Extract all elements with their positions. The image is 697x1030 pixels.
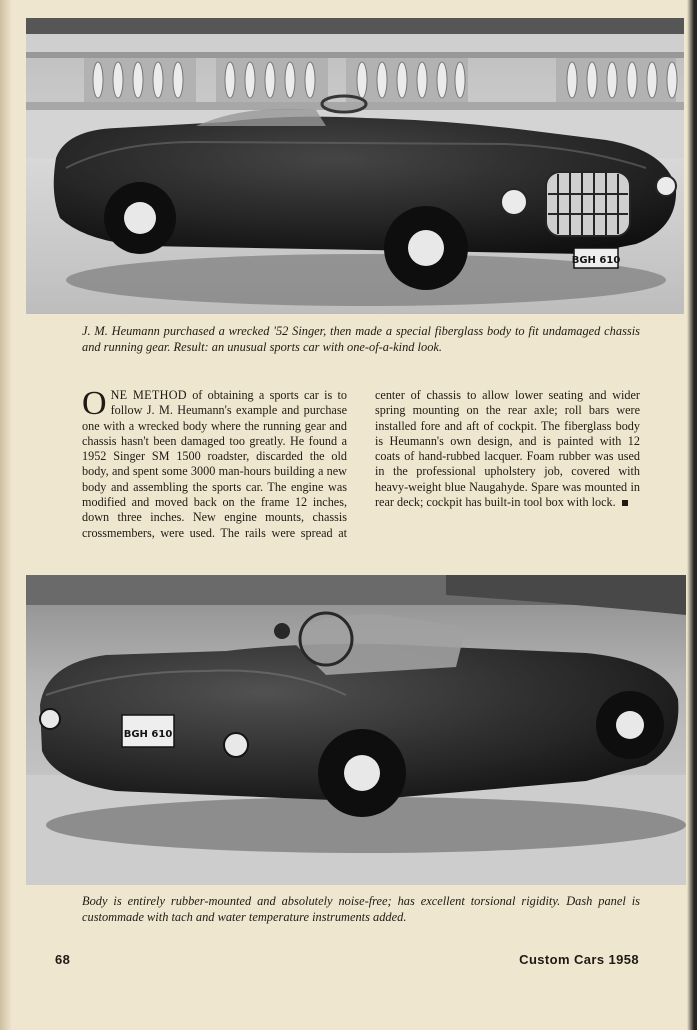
page-binding-edge <box>0 0 12 1030</box>
article-lead-in: NE METHOD <box>110 388 187 402</box>
page-outer-edge <box>687 0 697 1030</box>
top-license-plate: BGH 610 <box>571 255 621 266</box>
photo-bottom-roadster-rear <box>26 575 686 885</box>
caption-top: J. M. Heumann purchased a wrecked '52 Singer, then made a special fiberglass body to fit undamaged chassis and running gear. Result: an unusual sports car with one-of-a-kind look. <box>82 324 640 354</box>
photo-top-illustration <box>26 18 684 314</box>
photo-bottom-illustration <box>26 575 686 885</box>
drop-cap: O <box>82 385 107 422</box>
page-number: 68 <box>55 952 71 967</box>
publication-title: Custom Cars 1958 <box>519 952 639 967</box>
end-of-article-mark-icon <box>622 500 628 506</box>
caption-bottom: Body is entirely rubber-mounted and absolutely noise-free; has excellent torsional rigidity. Dash panel is custommade with tach and water temperature instruments added. <box>82 894 640 924</box>
photo-top-roadster-side <box>26 18 684 314</box>
bottom-license-plate: BGH 610 <box>123 729 173 740</box>
article-paragraph <box>82 385 640 550</box>
article-text: of obtaining a sports car is to follow J. M. Heumann's example and purchase one with a wrecked body where the running gear and chassis hasn't been damaged too greatly. He found a 1952 Singer SM 1500 roadster, discarded the old body, and spent some 3000 man-hours building a new body and assembling the sports car. The engine was modified and moved back on the frame 12 inches, down three inches. New engine mounts, chassis crossmembers, were used. The rails were spread at center of chassis to allow lower seating and wider spring mounting on the rear axle; roll bars were installed fore and aft of cockpit. The fiberglass body is Heumann's own design, and is painted with 12 coats of hand-rubbed lacquer. Foam rubber was used in the professional upholstery job, covered with heavy-weight blue Naugahyde. Spare was mounted in rear deck; cockpit has built-in tool box with lock. <box>82 388 640 540</box>
article-body <box>82 385 640 550</box>
